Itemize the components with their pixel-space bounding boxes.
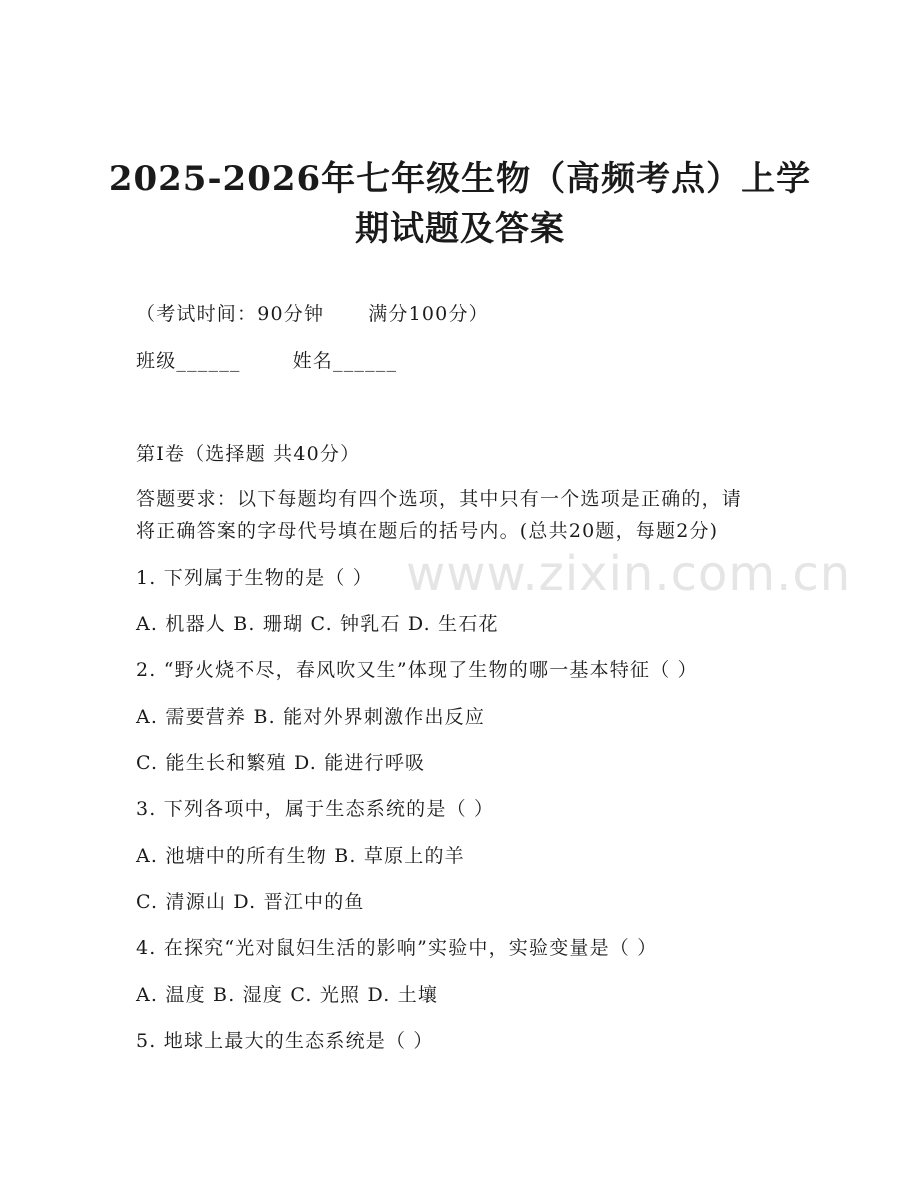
exam-title-line-1: 2025-2026年七年级生物（高频考点）上学 <box>108 159 812 199</box>
question-3-options-line-2: C. 清源山 D. 晋江中的鱼 <box>136 891 365 913</box>
exam-info <box>136 300 489 328</box>
question-2-options-line-2: C. 能生长和繁殖 D. 能进行呼吸 <box>136 752 426 774</box>
question-4-options: A. 温度 B. 湿度 C. 光照 D. 土壤 <box>136 984 439 1006</box>
exam-title-line-2: 期试题及答案 <box>355 209 565 249</box>
question-5-stem: 5. 地球上最大的生态系统是（ ） <box>136 1030 434 1052</box>
question-4-stem: 4. 在探究“光对鼠妇生活的影响”实验中，实验变量是（ ） <box>136 937 658 959</box>
question-3-options-line-1: A. 池塘中的所有生物 B. 草原上的羊 <box>136 845 465 867</box>
student-fields <box>136 347 397 375</box>
instructions-line-2: 将正确答案的字母代号填在题后的括号内。(总共20题，每题2分) <box>136 520 719 542</box>
name-field: 姓名______ <box>292 350 398 372</box>
instructions-line-1: 答题要求：以下每题均有四个选项，其中只有一个选项是正确的，请 <box>136 488 743 510</box>
question-3-stem: 3. 下列各项中，属于生态系统的是（ ） <box>136 798 495 820</box>
question-1-stem: 1. 下列属于生物的是（ ） <box>136 567 374 589</box>
question-2-options-line-1: A. 需要营养 B. 能对外界刺激作出反应 <box>136 706 486 728</box>
exam-score: 满分100分） <box>368 303 489 325</box>
class-field: 班级______ <box>136 350 241 372</box>
watermark: www.zixin.com.cn <box>406 546 852 602</box>
question-1-options: A. 机器人 B. 珊瑚 C. 钟乳石 D. 生石花 <box>136 613 499 635</box>
exam-time: （考试时间：90分钟 <box>136 303 325 325</box>
section-title: 第Ⅰ卷（选择题 共40分） <box>136 443 361 465</box>
question-2-stem: 2. “野火烧不尽，春风吹又生”体现了生物的哪一基本特征（ ） <box>136 659 698 681</box>
